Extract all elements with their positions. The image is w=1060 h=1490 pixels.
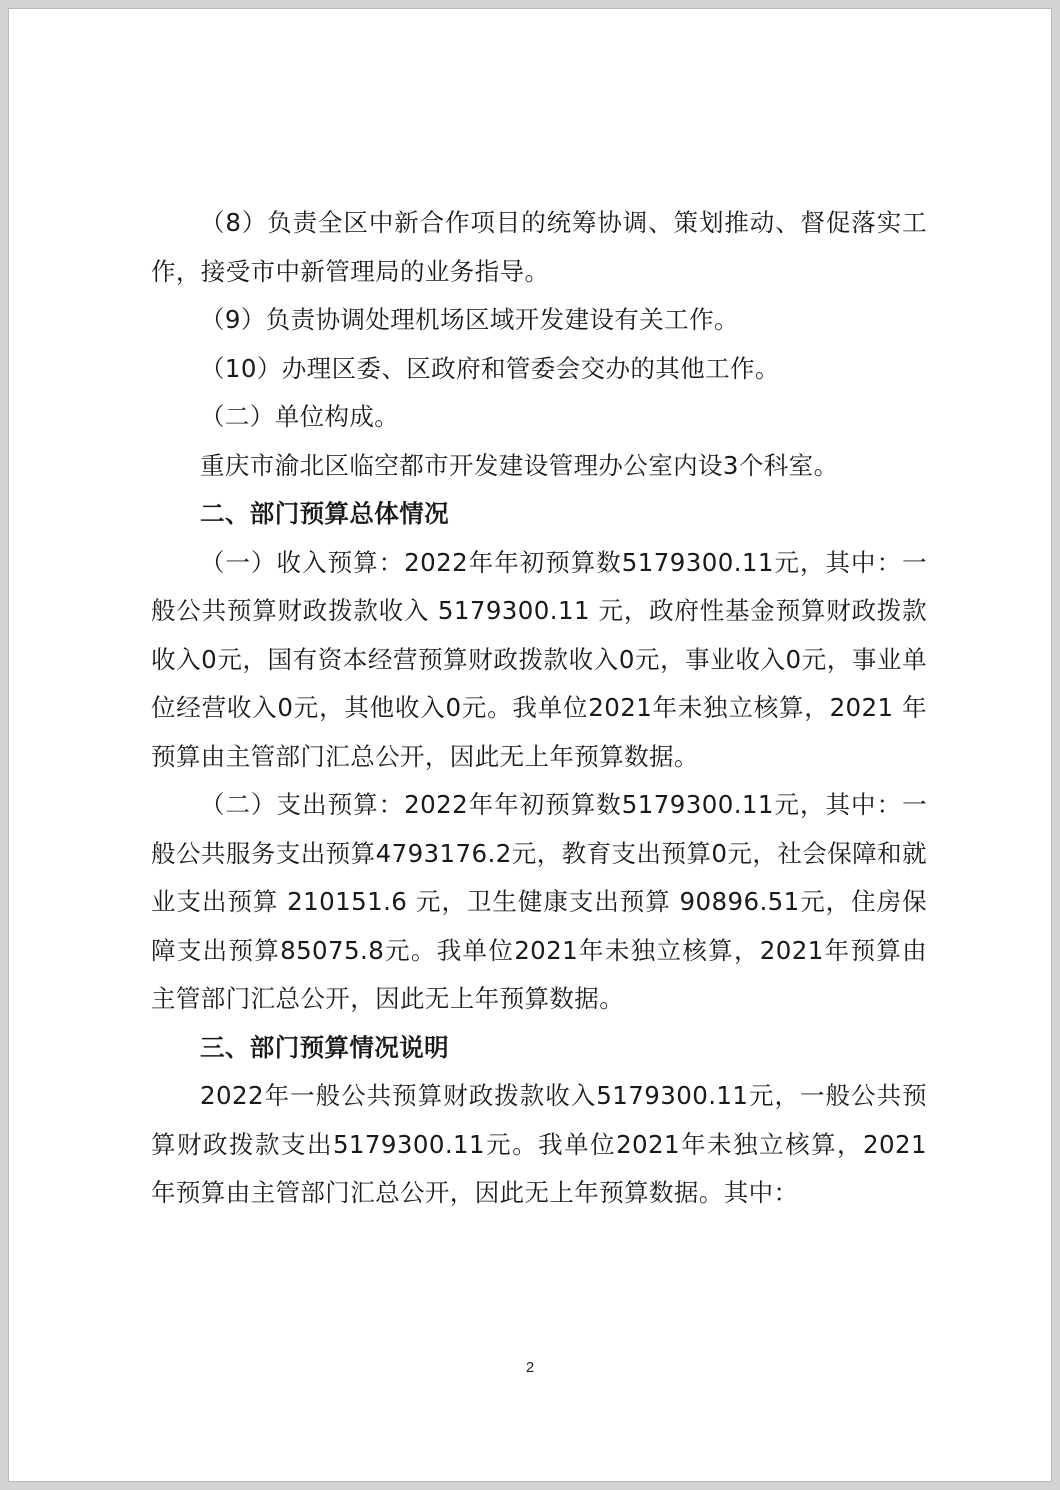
paragraph-duty-10: （10）办理区委、区政府和管委会交办的其他工作。 <box>200 353 780 383</box>
subheading-unit-structure: （二）单位构成。 <box>200 402 400 431</box>
paragraph-duty-8: （8）负责全区中新合作项目的统筹协调、策划推动、督促落实工作，接受市中新管理局的业务指导。 <box>151 208 927 286</box>
section-heading-budget-overview: 二、部门预算总体情况 <box>200 499 449 528</box>
document-page <box>8 8 1052 1482</box>
paragraph-expense-budget: （二）支出预算：2022年年初预算数5179300.11元，其中：一般公共服务支出预算4793176.2元，教育支出预算0元，社会保障和就业支出预算 210151.6 元，卫生健康支出预算 90896.51元，住房保障支出预算85075.8元。我单位2021年未独立核算，2021年预算由主管部门汇总公开，因此无上年预算数据。 <box>151 790 927 1013</box>
paragraph-general-budget: 2022年一般公共预算财政拨款收入5179300.11元，一般公共预算财政拨款支出5179300.11元。我单位2021年未独立核算，2021年预算由主管部门汇总公开，因此无上年预算数据。其中： <box>151 1081 927 1207</box>
paragraph-duty-9: （9）负责协调处理机场区域开发建设有关工作。 <box>200 305 739 334</box>
paragraph-income-budget: （一）收入预算：2022年年初预算数5179300.11元，其中：一般公共预算财政拨款收入 5179300.11 元，政府性基金预算财政拨款收入0元，国有资本经营预算财政拨款收入0元，事业收入0元，事业单位经营收入0元，其他收入0元。我单位2021年未独立核算，2021 年预算由主管部门汇总公开，因此无上年预算数据。 <box>151 547 927 771</box>
document-body <box>151 199 927 1218</box>
paragraph-unit-structure: 重庆市渝北区临空都市开发建设管理办公室内设3个科室。 <box>200 450 839 480</box>
page-number: 2 <box>525 1359 535 1376</box>
section-heading-budget-explanation: 三、部门预算情况说明 <box>200 1032 449 1062</box>
